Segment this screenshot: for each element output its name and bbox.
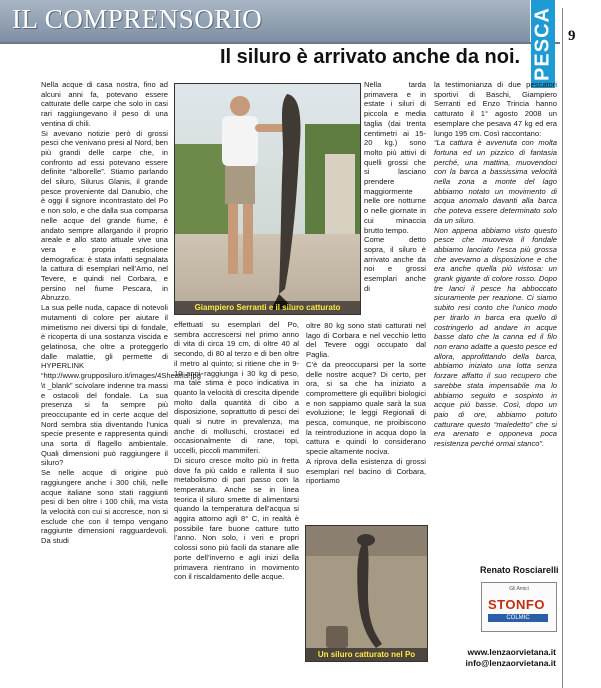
section-tab <box>531 0 555 88</box>
photo-caption-top: Giampiero Serranti e il siluro catturato <box>175 301 360 314</box>
page-number: 9 <box>568 28 576 44</box>
sponsor-small-text: Gli Amici <box>509 586 529 592</box>
col1-paragraph: Si avevano notizie però di grossi pesci che venivano presi al Nord, ben più grandi delle carpe che, in confronto ad essi potevano essere definite “alborelle”. Stiamo parlando del siluro, Silurus Glanis, il grande pesce proveniente dal Danubio, che è oggi il signore incontrastato del Po e non solo, e che dalla sua comparsa nelle acque del grande fiume, è andato sempre allargando il proprio areale e allo stato attuale vive una vera e propria esplosione demografica: è stata infatti segnalata la cattura di esemplari nell’Arno, nel Tevere, e quindi nel Corbara, e persino nel fiume Pescara, in Abruzzo. <box>41 128 168 303</box>
article-column-4 <box>434 80 557 449</box>
section-title: IL COMPRENSORIO <box>12 4 263 34</box>
article-column-1 <box>41 80 204 546</box>
col4-paragraph: “La cattura è avvenuta con molta fortuna ed un pizzico di fantasia perché, una mattina, muovendoci con la barca a bassissima velocità nella zona a monte del lago abbiamo notato un movimento di acqua anomalo davanti alla barca che poteva essere determinato solo da un siluro. <box>434 138 557 225</box>
col3-top-paragraph: Come detto sopra, il siluro è arrivato anche da noi e grossi esemplari anche di <box>364 235 426 293</box>
photo-illustration-2 <box>306 526 427 661</box>
article-headline: Il siluro è arrivato anche da noi. <box>220 46 521 68</box>
col3-bottom-paragraph: C’è da preoccuparsi per la sorte delle nostre acque? Di certo, per ora, si sa che ha iniziato a compromettere gli equilibri biologici e non sappiamo quale sarà la sua evoluzione; le leggi Regionali di pesca, comunque, ne proibiscono la reintroduzione in acqua dopo la cattura e quindi lo considerano specie altamente nociva. <box>306 359 426 457</box>
sponsor-logo <box>481 582 557 632</box>
photo-illustration <box>175 84 360 314</box>
col3-top-paragraph: Nella tarda primavera e in estate i siluri di piccola e media taglia (dai trenta centimetri ai 15-20 kg.) sono molto più attivi di quelli grossi che si lasciano prendere maggiormente nelle ore notturne o nelle giornate in cui minaccia brutto tempo. <box>364 80 426 235</box>
contact-block <box>441 647 556 669</box>
header-rule <box>0 42 560 44</box>
article-column-3-bottom <box>306 321 426 486</box>
col2-paragraph: Di sicuro cresce molto più in fretta dove fa più caldo e rallenta il suo metabolismo di pari passo con la temperatura. Anche se in linea teorica il siluro smette di alimentarsi quando la temperatura dell’acqua si aggira attorno agli 8° C, in realtà è possibile fare buone catture tutto l’anno. Non solo, i veri e propri colossi sono più facili da stanare alle porte dell’inverno e agli inizi della primavera rientrano in movimento con il riscaldamento delle acque. <box>174 455 299 582</box>
col2-paragraph: effettuati su esemplari del Po, sembra accrescersi nel primo anno di vita di circa 19 cm, di oltre 40 al secondo, di 80 al terzo e di ben oltre il metro al quinto; si ritiene che in 9-10 anni raggiunga i 30 kg di peso, ma tale stima è poco indicativa in quanto la velocità di crescita dipende molto dalla quantità di cibo a disposizione, soprattutto di pesci dei quali si nutre in prevalenza, ma anche di molluschi, crostacei ed occasionalmente di rane, topi, uccelli, piccoli mammiferi. <box>174 320 299 456</box>
sponsor-sub-brand: COLMIC <box>488 614 548 622</box>
sponsor-brand: STONFO <box>488 597 545 612</box>
photo-catfish-po <box>305 525 428 662</box>
col3-bottom-paragraph: oltre 80 kg sono stati catturati nel lago di Corbara e nel vecchio letto del Tevere oggi occupato dal Paglia. <box>306 321 426 360</box>
col3-bottom-paragraph: A riprova della esistenza di grossi esemplari nel bacino di Corbara, riportiamo <box>306 456 426 486</box>
col4-paragraph: Non appena abbiamo visto questo pesce che muoveva il fondale abbiamo lanciato l’esca più grossa che avevamo a disposizione e che era anche quella più vistosa: un grank gigante di colore rosso. Dopo tre lanci il pesce ha abboccato sicuramente per reazione. Ci siamo subito resi conto che l’unico modo per tirarlo in barca era quello di costringerlo ad andare in acque basse dato che la canna ed il filo non erano adatte a questo pesce ed allora, approfittando della barca, abbiamo iniziato una lotta senza forzare affatto il suo recupero che sarebbe stata impensabile ma lo abbiamo seguito e sospinto in acque più basse. Così, dopo un paio di ore, abbiamo potuto catturare questo “maledetto” che si era arenato e opponeva poca resistenza perché ormai stanco”. <box>434 225 557 449</box>
article-column-3-top <box>364 80 426 293</box>
website-link[interactable]: www.lenzaorvietana.it <box>467 647 556 657</box>
author-signature: Renato Rosciarelli <box>480 565 559 575</box>
col4-paragraph: la testimonianza di due pescatori sportivi di Baschi, Giampiero Serranti ed Enzo Trincia hanno catturato il 1° agosto 2008 un esemplare che pesava 47 kg ed era lungo 195 cm. Così raccontano: <box>434 80 557 138</box>
masthead-banner <box>0 0 530 42</box>
article-column-2 <box>174 320 299 582</box>
photo-caption-bottom: Un siluro catturato nel Po <box>306 648 427 661</box>
col1-paragraph: Nella acque di casa nostra, fino ad alcuni anni fa, potevano essere catturate delle carpe che solo in casi rari raggiungevano il peso di una ventina di chili. <box>41 80 168 128</box>
col1-paragraph: Se nelle acque di origine può raggiungere anche i 300 chili, nelle acque italiane sono stati raggiunti pesi di ben oltre i 100 chili, ma vista la velocità con cui si accresce, non si esclude che con il tempo vengano raggiunte dimensioni ragguardevoli. Da studi <box>41 468 168 546</box>
section-tab-label: PESCA <box>531 7 554 81</box>
col1-paragraph: La sua pelle nuda, capace di notevoli mutamenti di colore per aiutare il mimetismo nei diversi tipi di fondale, è ricoperta di una sostanza viscida e gelatinosa, che oltre a proteggerlo dalle malattie, gli permette di HYPERLINK “http://www.grupposiluro.it/images/4Sheatfis.jpg” \t _blank” scivolare indenne tra massi e ostacoli del fondale. La sua presenza si fa sempre più preoccupante ed in certe acque del Nord sembra stia diventando l’unica specie presente e rappresenta quindi una sorta di flagello ambientale. Quali dimensioni può raggiungere il siluro? <box>41 303 204 468</box>
page-edge-rule <box>562 8 563 688</box>
photo-fisherman-with-catfish <box>174 83 361 315</box>
email-link[interactable]: info@lenzaorvietana.it <box>465 658 556 668</box>
